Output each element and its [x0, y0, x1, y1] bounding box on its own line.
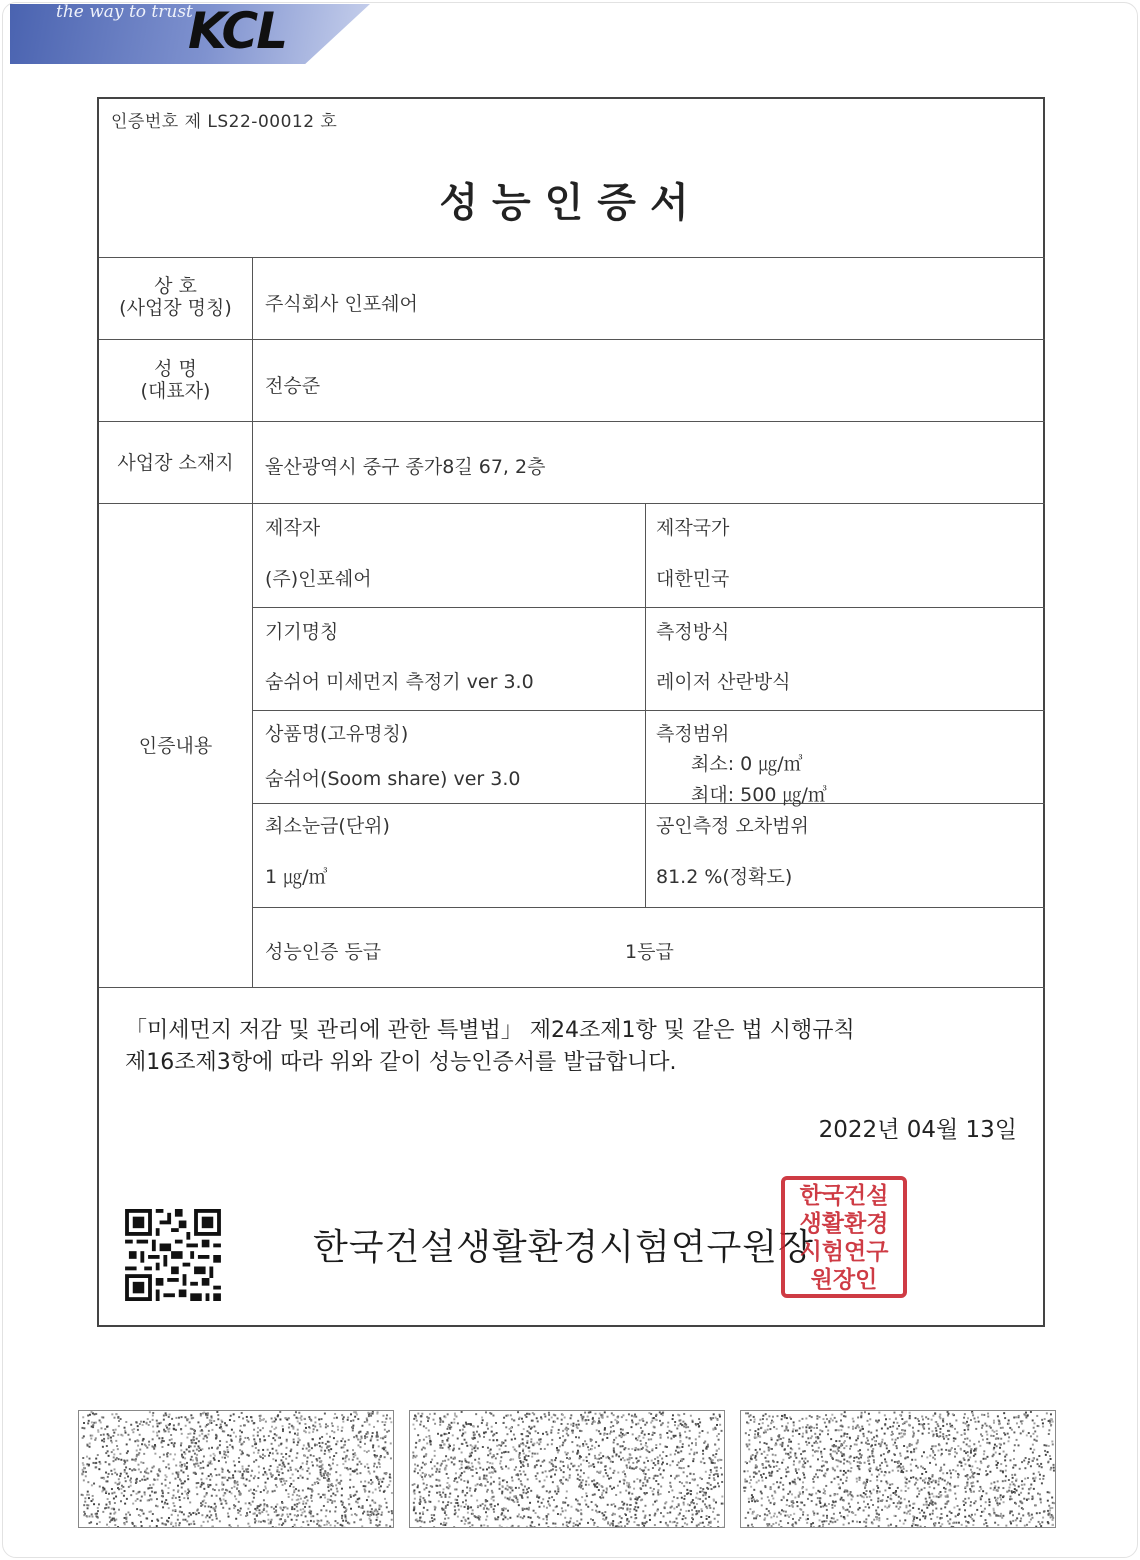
table-line — [99, 257, 1045, 258]
maker-value: (주)인포쉐어 — [265, 568, 372, 590]
representative-name: 전승준 — [265, 375, 321, 397]
table-line — [252, 257, 253, 987]
statement-line-1: 「미세먼지 저감 및 관리에 관한 특별법」 제24조제1항 및 같은 법 시행규칙 — [125, 1018, 855, 1043]
unit-label: 최소눈금(단위) — [265, 815, 390, 837]
table-line — [99, 339, 1045, 340]
kcl-logo: KCL — [188, 2, 287, 60]
table-line — [252, 710, 1045, 711]
range-label: 측정범위 — [656, 723, 730, 745]
redacted-pattern-1 — [78, 1410, 394, 1528]
statement-line-2: 제16조제3항에 따라 위와 같이 성능인증서를 발급합니다. — [125, 1050, 677, 1075]
country-value: 대한민국 — [656, 568, 730, 590]
country-label: 제작국가 — [656, 517, 730, 539]
issue-date: 2022년 04월 13일 — [818, 1117, 1017, 1143]
product-value: 숨쉬어(Soom share) ver 3.0 — [265, 768, 521, 790]
range-min: 최소: 0 ㎍/㎥ — [691, 753, 803, 775]
company-label: 상 호 (사업장 명칭) — [119, 275, 232, 319]
company-name: 주식회사 인포쉐어 — [265, 293, 418, 315]
qr-code-icon — [125, 1209, 221, 1301]
grade-label: 성능인증 등급 — [265, 941, 382, 963]
certificate-frame — [97, 97, 1045, 1327]
error-label: 공인측정 오차범위 — [656, 815, 809, 837]
table-line — [252, 607, 1045, 608]
range-max: 최대: 500 ㎍/㎥ — [691, 784, 827, 806]
document-title: 성능인증서 — [439, 180, 703, 226]
table-line — [99, 503, 1045, 504]
official-seal-icon: 한국건설 생활환경 시험연구 원장인 — [781, 1176, 907, 1298]
certificate-number: 인증번호 제 LS22-00012 호 — [111, 112, 338, 132]
address-label: 사업장 소재지 — [117, 452, 234, 474]
device-label: 기기명칭 — [265, 621, 339, 643]
maker-label: 제작자 — [265, 517, 321, 539]
table-line — [252, 907, 1045, 908]
error-value: 81.2 %(정확도) — [656, 866, 793, 888]
table-line — [99, 987, 1045, 988]
table-line — [99, 421, 1045, 422]
kcl-tagline: the way to trust — [56, 2, 193, 22]
method-label: 측정방식 — [656, 621, 730, 643]
product-label: 상품명(고유명칭) — [265, 723, 409, 745]
method-value: 레이저 산란방식 — [656, 671, 791, 693]
issuer-name: 한국건설생활환경시험연구원장 — [313, 1227, 814, 1268]
address-value: 울산광역시 중구 종가8길 67, 2층 — [265, 456, 546, 478]
device-value: 숨쉬어 미세먼지 측정기 ver 3.0 — [265, 671, 534, 693]
table-line — [645, 503, 646, 907]
content-label: 인증내용 — [138, 735, 213, 757]
grade-value: 1등급 — [625, 941, 674, 963]
redacted-pattern-2 — [409, 1410, 725, 1528]
representative-label: 성 명 (대표자) — [140, 358, 211, 402]
table-line — [252, 803, 1045, 804]
unit-value: 1 ㎍/㎥ — [265, 866, 328, 888]
redacted-pattern-3 — [740, 1410, 1056, 1528]
